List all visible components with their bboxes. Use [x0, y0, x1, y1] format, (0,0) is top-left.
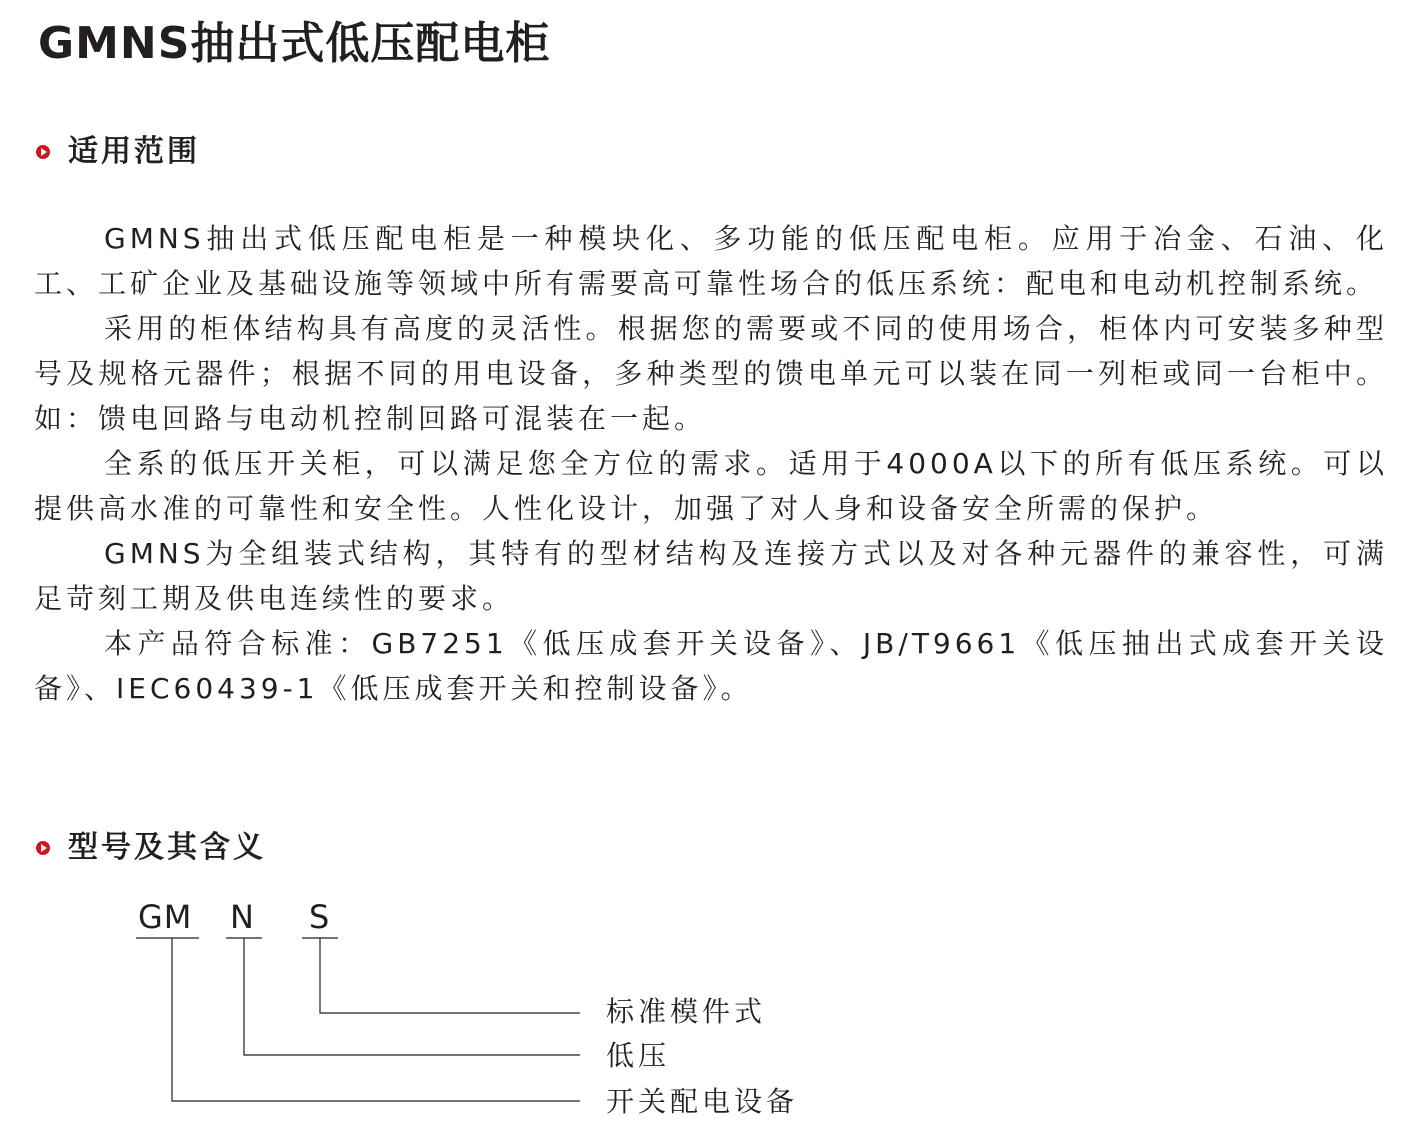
meaning-gm: 开关配电设备: [606, 1085, 799, 1118]
connector-n: [244, 938, 580, 1055]
connector-gm: [172, 938, 580, 1101]
page-title: GMNS抽出式低压配电柜: [38, 18, 551, 69]
meaning-s: 标准模件式: [606, 995, 767, 1028]
section-heading-label: 适用范围: [68, 134, 200, 169]
paragraph: GMNS抽出式低压配电柜是一种模块化、多功能的低压配电柜。应用于冶金、石油、化工、工矿企业及基础设施等领域中所有需要高可靠性场合的低压系统：配电和电动机控制系统。: [34, 222, 1388, 300]
model-code-n: N: [230, 898, 255, 936]
paragraph: 本产品符合标准：GB7251《低压成套开关设备》、JB/T9661《低压抽出式成套开关设备》、IEC60439-1《低压成套开关和控制设备》。: [34, 627, 1388, 705]
paragraph: GMNS为全组装式结构，其特有的型材结构及连接方式以及对各种元器件的兼容性，可满足苛刻工期及供电连续性的要求。: [34, 537, 1388, 615]
connector-s: [320, 938, 580, 1013]
model-code-gm: GM: [138, 898, 193, 936]
section-heading-label: 型号及其含义: [68, 830, 266, 865]
paragraph: 全系的低压开关柜，可以满足您全方位的需求。适用于4000A以下的所有低压系统。可以提供高水准的可靠性和安全性。人性化设计，加强了对人身和设备安全所需的保护。: [34, 447, 1388, 525]
paragraph: 采用的柜体结构具有高度的灵活性。根据您的需要或不同的使用场合，柜体内可安装多种型号及规格元器件；根据不同的用电设备，多种类型的馈电单元可以装在同一列柜或同一台柜中。如：馈电回路与电动机控制回路可混装在一起。: [34, 312, 1388, 435]
model-code-s: S: [309, 898, 331, 936]
meaning-n: 低压: [606, 1039, 671, 1072]
